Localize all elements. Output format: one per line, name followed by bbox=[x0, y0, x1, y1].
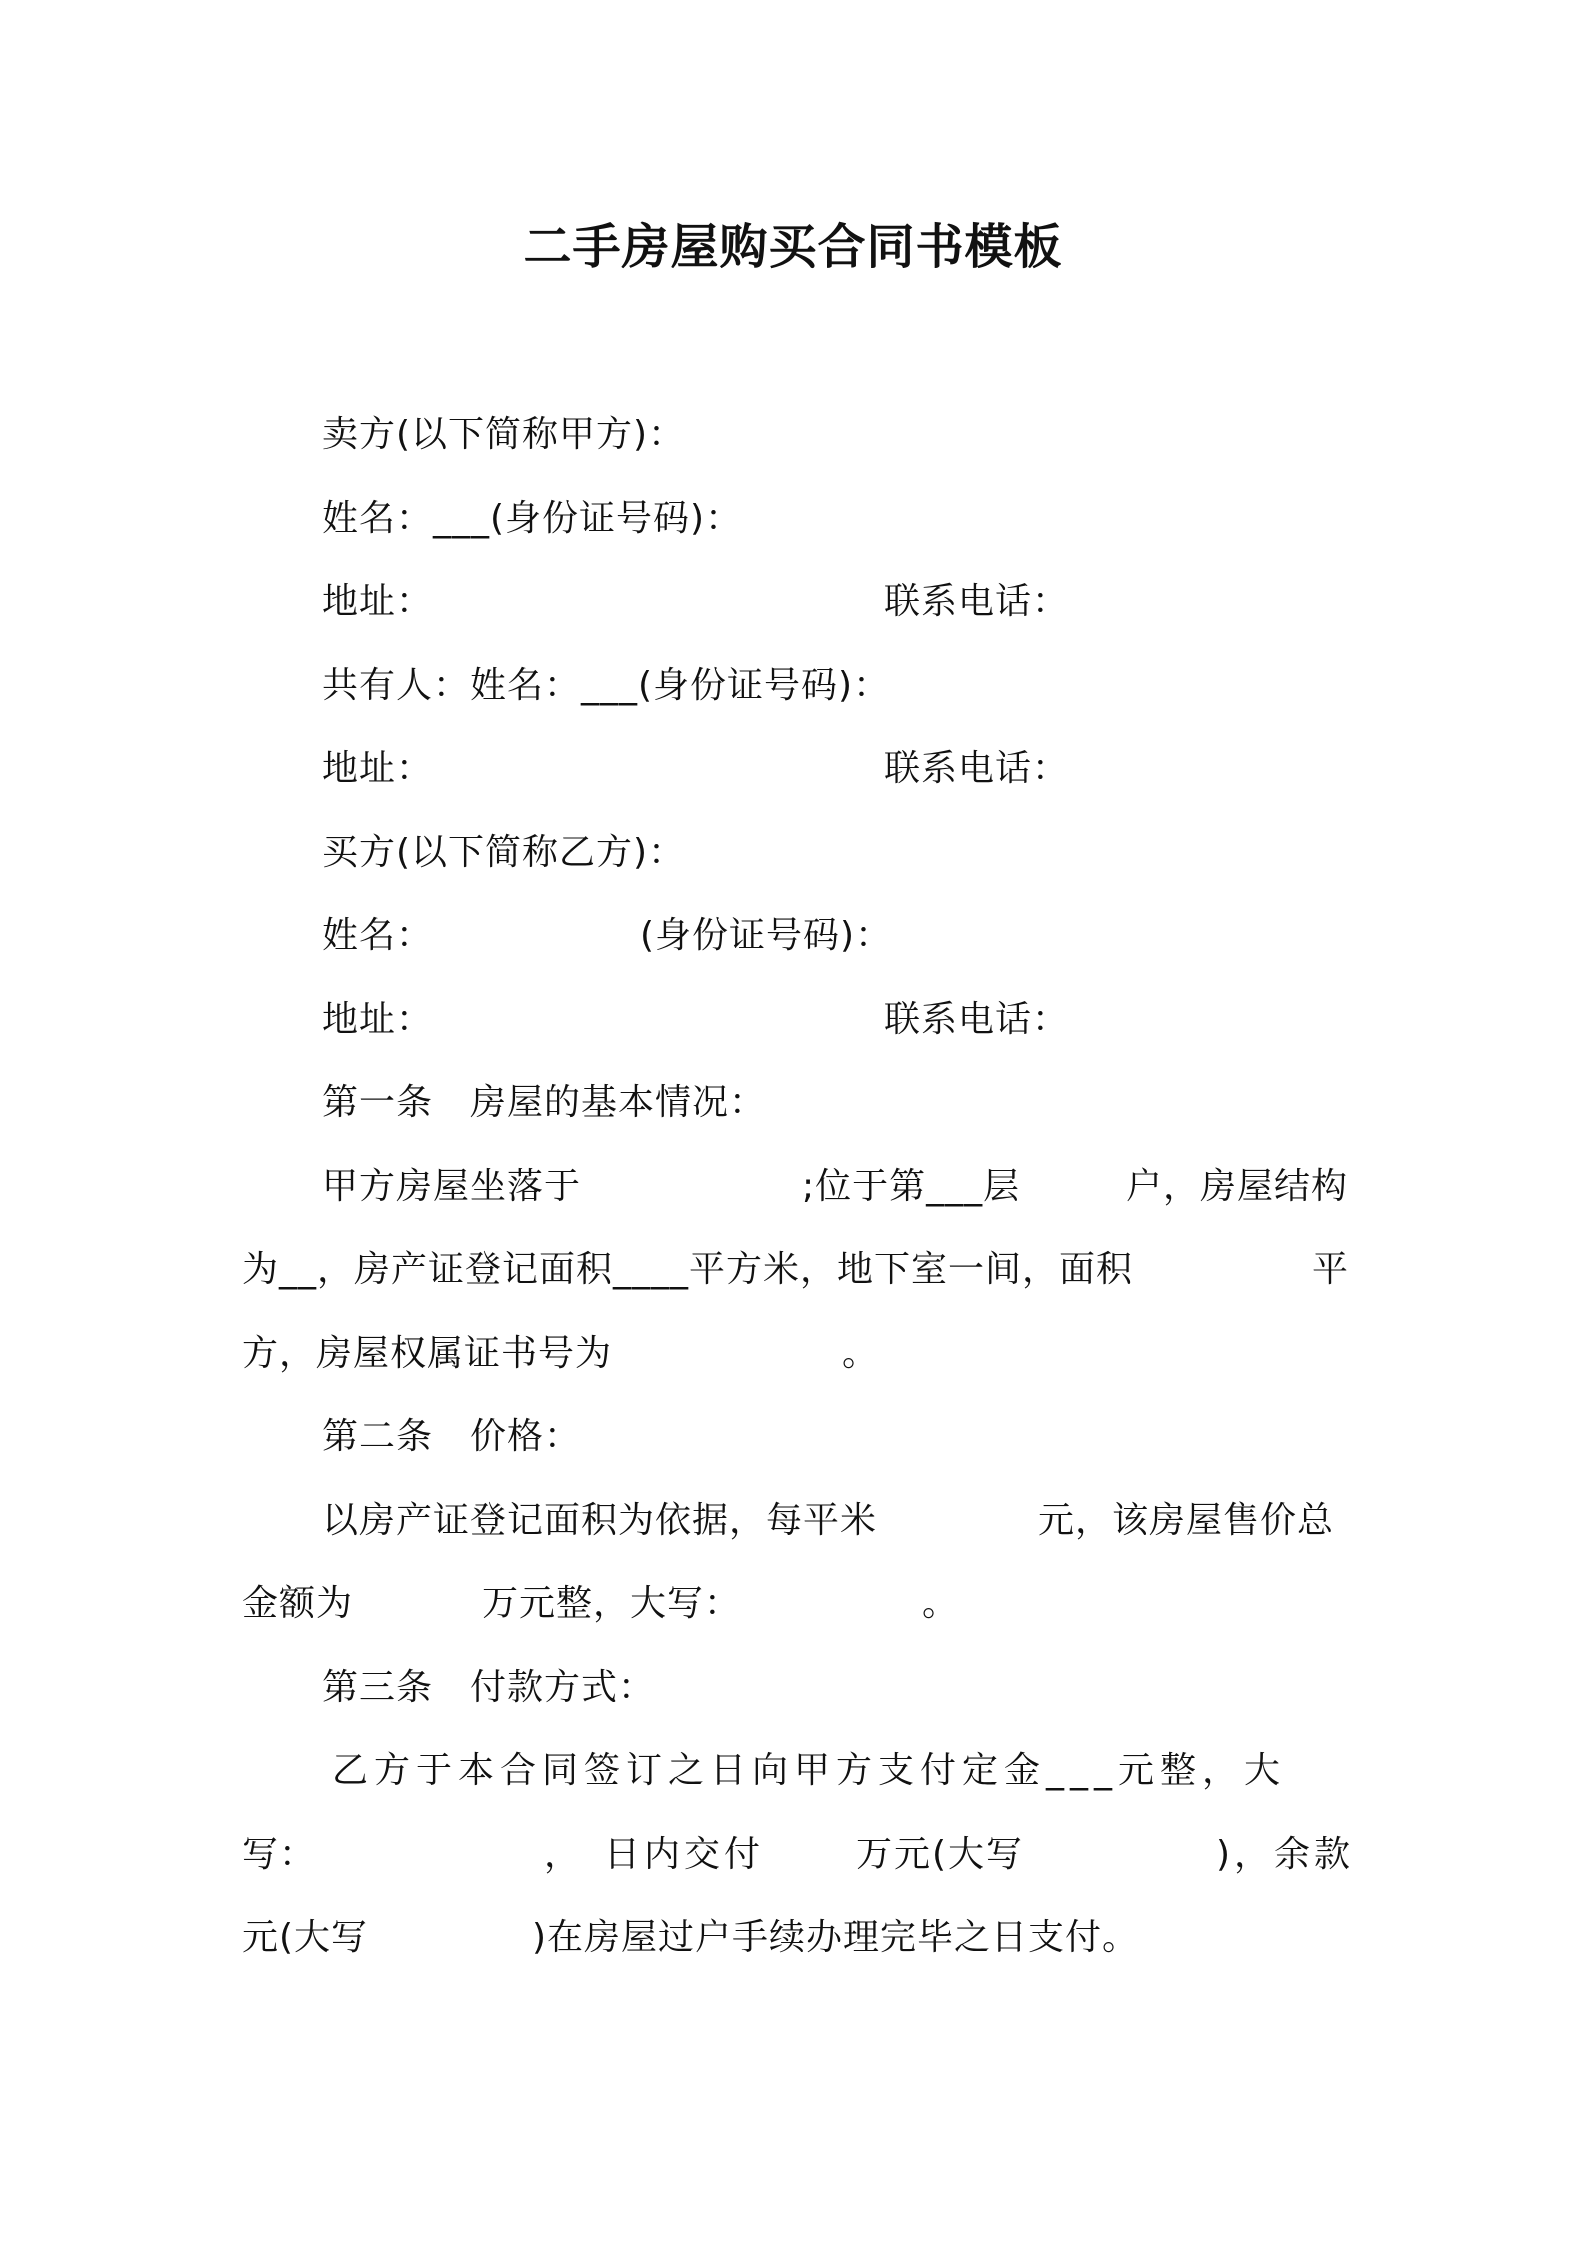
seller-phone-label: 联系电话： bbox=[884, 581, 1070, 622]
seller-name-line: 姓名：___(身份证号码)： bbox=[322, 498, 743, 539]
buyer-name-label: 姓名： bbox=[322, 915, 434, 956]
article2-paragraph-line1: 以房产证登记面积为依据，每平米 元，该房屋售价总 bbox=[322, 1500, 1335, 1541]
buyer-phone-label: 联系电话： bbox=[884, 999, 1070, 1040]
seller-address-line bbox=[322, 572, 1432, 632]
buyer-address-label: 地址： bbox=[322, 999, 434, 1040]
article1-paragraph-line1: 甲方房屋坐落于 ;位于第___层 户，房屋结构 bbox=[322, 1166, 1349, 1207]
seller-address-label: 地址： bbox=[322, 581, 434, 622]
article1-paragraph-line2: 为__，房产证登记面积____平方米，地下室一间，面积 平 bbox=[242, 1249, 1350, 1290]
coowner-name-line: 共有人：姓名：___(身份证号码)： bbox=[322, 665, 891, 706]
coowner-address-line bbox=[322, 739, 1432, 799]
article3-paragraph-line3: 元(大写 )在房屋过户手续办理完毕之日支付。 bbox=[242, 1917, 1140, 1958]
buyer-id-label: (身份证号码)： bbox=[640, 915, 893, 956]
coowner-phone-label: 联系电话： bbox=[884, 748, 1070, 789]
buyer-name-line bbox=[322, 906, 1432, 966]
article1-heading: 第一条 房屋的基本情况： bbox=[322, 1082, 767, 1123]
buyer-heading: 买方(以下简称乙方)： bbox=[322, 832, 686, 873]
article2-heading: 第二条 价格： bbox=[322, 1416, 582, 1457]
document-title: 二手房屋购买合同书模板 bbox=[523, 219, 1063, 275]
article3-paragraph-line1: 乙方于本合同签订之日向甲方支付定金___元整，大 bbox=[332, 1750, 1287, 1791]
article3-heading: 第三条 付款方式： bbox=[322, 1667, 656, 1708]
coowner-address-label: 地址： bbox=[322, 748, 434, 789]
article1-paragraph-line3: 方，房屋权属证书号为 。 bbox=[242, 1333, 880, 1374]
buyer-address-line bbox=[322, 990, 1432, 1050]
article3-paragraph-line2: 写： ， 日内交付 万元(大写 )，余款 bbox=[242, 1834, 1355, 1875]
seller-heading: 卖方(以下简称甲方)： bbox=[322, 414, 686, 455]
article2-paragraph-line2: 金额为 万元整，大写： 。 bbox=[242, 1583, 960, 1624]
